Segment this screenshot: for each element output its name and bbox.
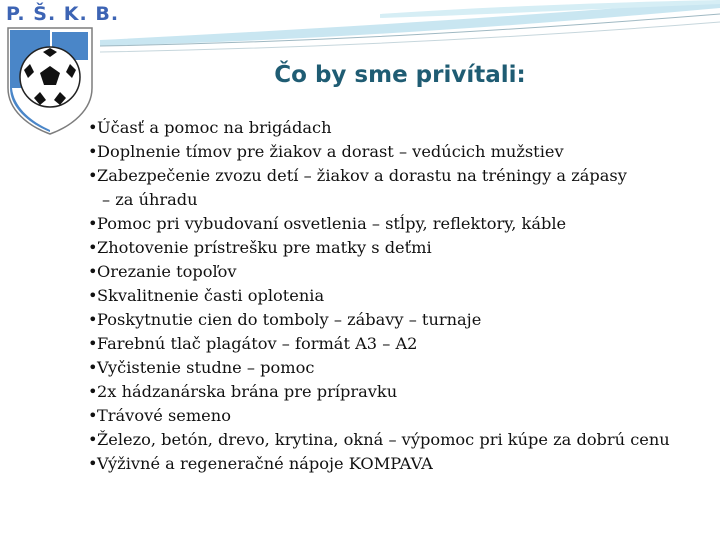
list-item-text: Trávové semeno — [97, 406, 231, 425]
list-item-text: 2x hádzanárska brána pre prípravku — [97, 382, 398, 401]
bullet-dot: • — [88, 406, 98, 425]
list-item-text: Pomoc pri vybudovaní osvetlenia – stĺpy, reflektory, káble — [97, 214, 567, 233]
bullet-dot: • — [88, 382, 98, 401]
list-item-text: Železo, betón, drevo, krytina, okná – výpomoc pri kúpe za dobrú cenu — [97, 430, 670, 449]
bullet-dot: • — [88, 142, 98, 161]
list-item — [88, 332, 718, 356]
list-item-continuation — [88, 188, 718, 212]
bullet-dot: • — [88, 214, 98, 233]
list-item-text: Účasť a pomoc na brigádach — [97, 118, 332, 137]
list-item-text: Vyčistenie studne – pomoc — [97, 358, 315, 377]
bullet-list — [88, 116, 718, 476]
club-crest-icon — [2, 2, 98, 136]
list-item-text: Zhotovenie prístrešku pre matky s deťmi — [97, 238, 432, 257]
list-item — [88, 260, 718, 284]
bullet-dot: • — [88, 166, 98, 185]
list-item — [88, 308, 718, 332]
list-item — [88, 164, 718, 188]
list-item — [88, 116, 718, 140]
list-item-text: Farebnú tlač plagátov – formát A3 – A2 — [97, 334, 418, 353]
list-item — [88, 140, 718, 164]
list-item — [88, 212, 718, 236]
list-item-text: Poskytnutie cien do tomboly – zábavy – turnaje — [97, 310, 482, 329]
list-item-text: Orezanie topoľov — [97, 262, 237, 281]
bullet-dot: • — [88, 430, 98, 449]
bullet-dot: • — [88, 454, 98, 473]
list-item-text: Zabezpečenie zvozu detí – žiakov a dorastu na tréningy a zápasy — [97, 166, 627, 185]
bullet-dot: • — [88, 286, 98, 305]
bullet-dot: • — [88, 334, 98, 353]
list-item-text: – za úhradu — [102, 190, 198, 209]
bullet-dot: • — [88, 238, 98, 257]
page-title: Čo by sme privítali: — [274, 62, 526, 88]
bullet-dot: • — [88, 310, 98, 329]
bullet-dot: • — [88, 262, 98, 281]
logo-text: P. Š. K. B. — [6, 3, 120, 25]
list-item-text: Doplnenie tímov pre žiakov a dorast – vedúcich mužstiev — [97, 142, 564, 161]
bullet-dot: • — [88, 118, 98, 137]
list-item — [88, 284, 718, 308]
bullet-dot: • — [88, 358, 98, 377]
list-item-text: Skvalitnenie časti oplotenia — [97, 286, 325, 305]
club-logo — [2, 2, 120, 136]
list-item — [88, 452, 718, 476]
list-item — [88, 380, 718, 404]
list-item — [88, 404, 718, 428]
list-item — [88, 428, 718, 452]
list-item — [88, 356, 718, 380]
list-item-text: Výživné a regeneračné nápoje KOMPAVA — [97, 454, 433, 473]
list-item — [88, 236, 718, 260]
